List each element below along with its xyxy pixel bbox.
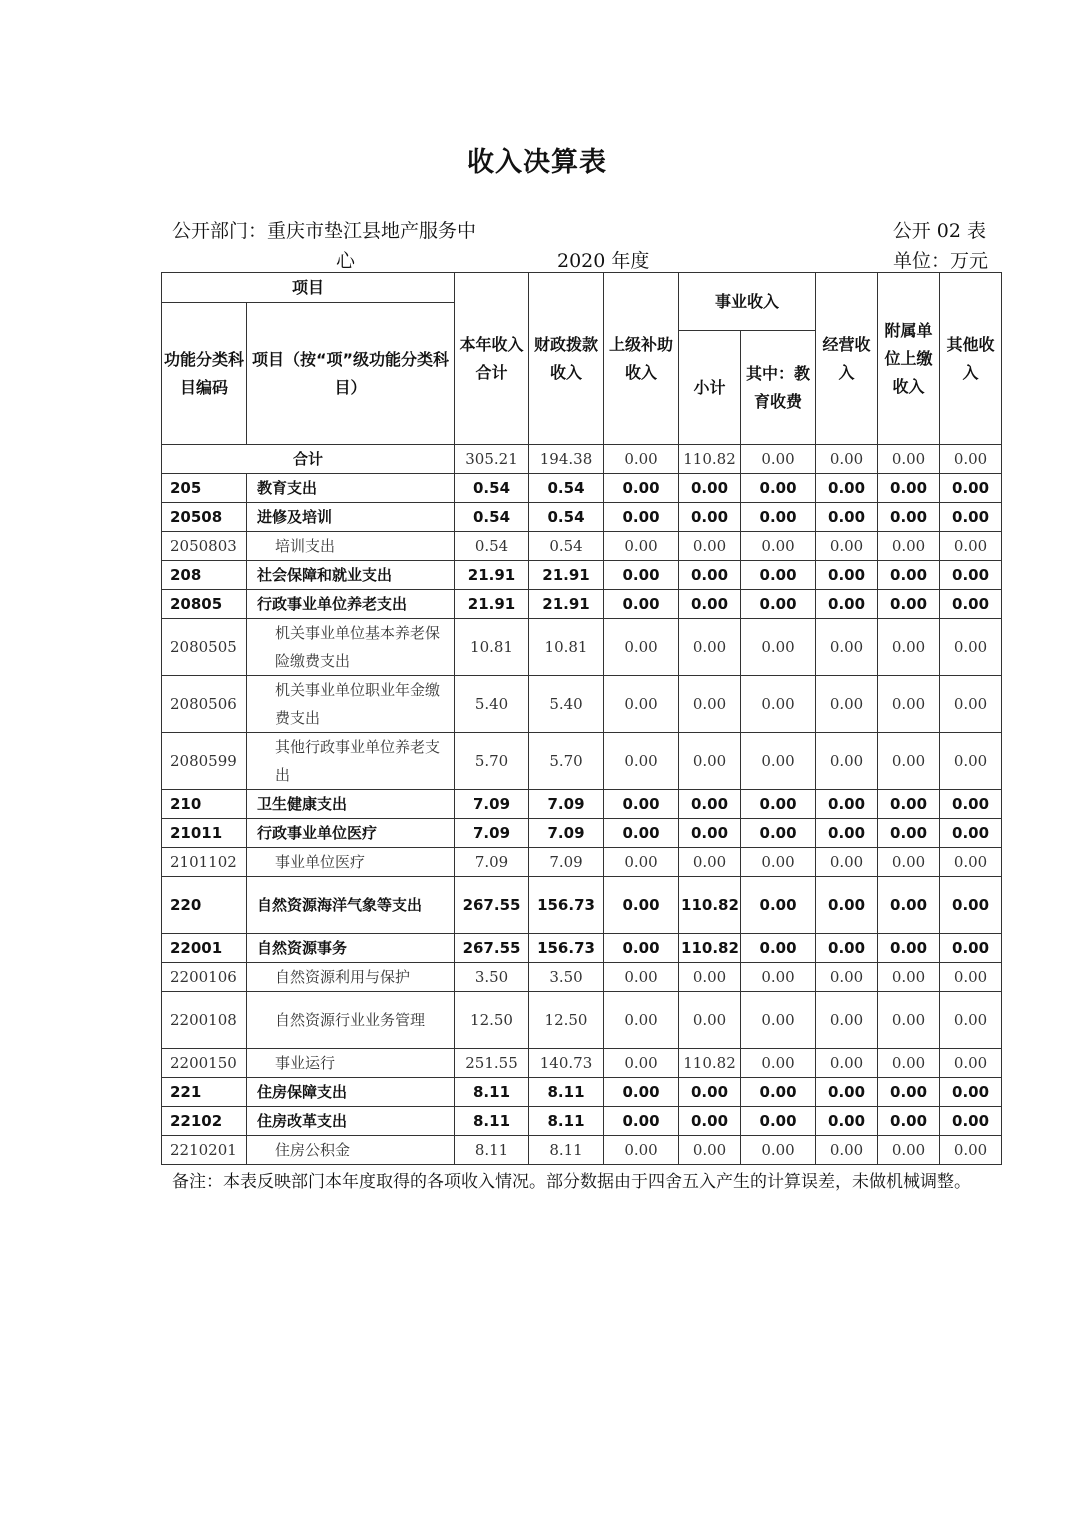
row-name: 事业单位医疗: [247, 848, 455, 877]
row-name: 行政事业单位医疗: [247, 819, 455, 848]
row-name: 住房保障支出: [247, 1078, 455, 1107]
row-value: 0.00: [940, 1049, 1002, 1078]
row-value: 5.70: [529, 733, 604, 790]
row-value: 0.00: [816, 848, 878, 877]
header-edu-fee: 其中：教育收费: [741, 331, 816, 445]
row-value: 10.81: [529, 619, 604, 676]
row-value: 7.09: [455, 848, 529, 877]
row-value: 0.00: [741, 848, 816, 877]
row-value: 0.00: [604, 1136, 679, 1165]
header-superior: 上级补助收入: [604, 273, 679, 445]
row-code: 2210201: [162, 1136, 247, 1165]
header-name: 项目（按“项”级功能分类科目）: [247, 303, 455, 445]
table-row: [162, 848, 1002, 877]
row-name: 社会保障和就业支出: [247, 561, 455, 590]
row-name: 培训支出: [247, 532, 455, 561]
row-name: 教育支出: [247, 474, 455, 503]
row-value: 0.00: [878, 963, 940, 992]
row-value: 0.00: [940, 474, 1002, 503]
row-value: 21.91: [455, 590, 529, 619]
total-value: 0.00: [741, 445, 816, 474]
row-value: 0.00: [679, 819, 741, 848]
row-value: 7.09: [529, 819, 604, 848]
row-value: 0.00: [604, 676, 679, 733]
row-value: 0.00: [940, 1136, 1002, 1165]
row-value: 0.00: [878, 561, 940, 590]
row-value: 0.00: [741, 819, 816, 848]
row-value: 0.00: [878, 503, 940, 532]
row-value: 0.54: [455, 474, 529, 503]
row-value: 5.40: [529, 676, 604, 733]
row-name: 进修及培训: [247, 503, 455, 532]
row-value: 0.00: [940, 532, 1002, 561]
row-name: 自然资源行业业务管理: [247, 992, 455, 1049]
row-value: 0.00: [679, 561, 741, 590]
row-value: 0.00: [679, 1078, 741, 1107]
row-name: 自然资源事务: [247, 934, 455, 963]
row-code: 2080505: [162, 619, 247, 676]
row-value: 0.00: [816, 733, 878, 790]
header-affiliated: 附属单位上缴收入: [878, 273, 940, 445]
table-row: [162, 877, 1002, 934]
row-value: 0.00: [878, 790, 940, 819]
row-value: 0.00: [816, 532, 878, 561]
row-value: 0.00: [940, 877, 1002, 934]
row-value: 0.00: [604, 503, 679, 532]
row-value: 0.00: [741, 733, 816, 790]
row-code: 2200150: [162, 1049, 247, 1078]
row-value: 0.00: [741, 877, 816, 934]
row-name: 自然资源海洋气象等支出: [247, 877, 455, 934]
row-code: 208: [162, 561, 247, 590]
row-value: 0.00: [679, 790, 741, 819]
income-table: [161, 272, 1002, 1165]
row-value: 0.00: [604, 619, 679, 676]
row-value: 267.55: [455, 934, 529, 963]
row-value: 0.54: [529, 474, 604, 503]
row-value: 0.00: [816, 1107, 878, 1136]
row-value: 0.00: [741, 503, 816, 532]
row-value: 0.00: [741, 934, 816, 963]
row-value: 0.00: [679, 992, 741, 1049]
table-row: [162, 934, 1002, 963]
row-value: 0.00: [878, 1078, 940, 1107]
row-value: 0.00: [604, 992, 679, 1049]
row-value: 0.00: [940, 934, 1002, 963]
header-total: 本年收入合计: [455, 273, 529, 445]
table-row: [162, 503, 1002, 532]
table-row: [162, 1078, 1002, 1107]
row-value: 0.00: [940, 1078, 1002, 1107]
row-name: 自然资源利用与保护: [247, 963, 455, 992]
row-code: 22102: [162, 1107, 247, 1136]
row-value: 8.11: [529, 1078, 604, 1107]
total-row: [162, 445, 1002, 474]
row-name: 住房公积金: [247, 1136, 455, 1165]
row-value: 0.00: [679, 532, 741, 561]
row-value: 0.00: [741, 561, 816, 590]
row-value: 0.00: [816, 590, 878, 619]
row-value: 0.00: [940, 848, 1002, 877]
row-code: 2080599: [162, 733, 247, 790]
table-row: [162, 532, 1002, 561]
row-value: 0.00: [816, 790, 878, 819]
row-value: 0.00: [604, 532, 679, 561]
row-code: 22001: [162, 934, 247, 963]
row-name: 机关事业单位基本养老保险缴费支出: [247, 619, 455, 676]
table-row: [162, 963, 1002, 992]
table-row: [162, 474, 1002, 503]
row-value: 156.73: [529, 934, 604, 963]
row-code: 21011: [162, 819, 247, 848]
row-value: 0.00: [878, 532, 940, 561]
table-row: [162, 1107, 1002, 1136]
row-value: 0.00: [878, 590, 940, 619]
row-value: 140.73: [529, 1049, 604, 1078]
row-value: 0.00: [878, 1136, 940, 1165]
row-value: 8.11: [455, 1136, 529, 1165]
row-value: 0.00: [878, 819, 940, 848]
table-row: [162, 1049, 1002, 1078]
row-code: 2080506: [162, 676, 247, 733]
header-other: 其他收入: [940, 273, 1002, 445]
row-code: 2200108: [162, 992, 247, 1049]
total-label: 合计: [162, 445, 455, 474]
row-value: 0.00: [940, 590, 1002, 619]
row-name: 行政事业单位养老支出: [247, 590, 455, 619]
row-name: 事业运行: [247, 1049, 455, 1078]
row-value: 0.00: [878, 619, 940, 676]
row-value: 0.00: [679, 1136, 741, 1165]
row-value: 0.00: [741, 590, 816, 619]
header-operating: 经营收入: [816, 273, 878, 445]
row-name: 住房改革支出: [247, 1107, 455, 1136]
row-code: 20805: [162, 590, 247, 619]
department-label: 公开部门：重庆市垫江县地产服务中: [172, 220, 477, 242]
row-value: 0.00: [816, 877, 878, 934]
row-name: 其他行政事业单位养老支出: [247, 733, 455, 790]
row-value: 0.00: [940, 619, 1002, 676]
row-value: 8.11: [529, 1107, 604, 1136]
row-value: 0.00: [878, 848, 940, 877]
total-value: 0.00: [940, 445, 1002, 474]
row-value: 0.54: [455, 532, 529, 561]
row-value: 0.00: [940, 503, 1002, 532]
row-value: 0.00: [816, 992, 878, 1049]
row-value: 0.00: [940, 790, 1002, 819]
row-value: 0.00: [816, 1136, 878, 1165]
row-value: 21.91: [529, 561, 604, 590]
row-value: 3.50: [455, 963, 529, 992]
row-value: 0.00: [816, 561, 878, 590]
row-value: 0.00: [604, 1049, 679, 1078]
row-value: 8.11: [529, 1136, 604, 1165]
row-value: 0.00: [940, 733, 1002, 790]
row-value: 0.54: [529, 503, 604, 532]
row-value: 0.00: [741, 1107, 816, 1136]
row-value: 5.40: [455, 676, 529, 733]
row-value: 7.09: [455, 819, 529, 848]
row-code: 2200106: [162, 963, 247, 992]
table-row: [162, 733, 1002, 790]
row-value: 0.00: [816, 619, 878, 676]
row-value: 0.00: [741, 790, 816, 819]
row-value: 0.00: [679, 619, 741, 676]
row-value: 7.09: [529, 790, 604, 819]
row-code: 20508: [162, 503, 247, 532]
page-title: 收入决算表: [467, 147, 607, 178]
row-value: 0.54: [455, 503, 529, 532]
row-code: 210: [162, 790, 247, 819]
table-row: [162, 619, 1002, 676]
row-value: 0.00: [940, 992, 1002, 1049]
table-row: [162, 992, 1002, 1049]
row-value: 0.00: [816, 819, 878, 848]
row-value: 3.50: [529, 963, 604, 992]
row-value: 0.00: [604, 733, 679, 790]
header-project-group: 项目: [162, 273, 455, 303]
row-name: 卫生健康支出: [247, 790, 455, 819]
row-value: 8.11: [455, 1078, 529, 1107]
row-value: 251.55: [455, 1049, 529, 1078]
row-value: 8.11: [455, 1107, 529, 1136]
total-value: 305.21: [455, 445, 529, 474]
row-value: 0.00: [816, 1078, 878, 1107]
form-number: 公开 02 表: [892, 220, 986, 242]
row-value: 0.00: [816, 934, 878, 963]
row-code: 205: [162, 474, 247, 503]
total-value: 194.38: [529, 445, 604, 474]
row-value: 0.00: [604, 474, 679, 503]
row-code: 221: [162, 1078, 247, 1107]
row-value: 267.55: [455, 877, 529, 934]
row-value: 0.00: [604, 561, 679, 590]
row-value: 0.00: [940, 676, 1002, 733]
row-value: 0.00: [878, 992, 940, 1049]
row-value: 0.54: [529, 532, 604, 561]
row-value: 0.00: [679, 848, 741, 877]
table-row: [162, 676, 1002, 733]
table-row: [162, 1136, 1002, 1165]
row-value: 0.00: [816, 676, 878, 733]
unit-label: 单位：万元: [892, 250, 988, 272]
row-value: 12.50: [529, 992, 604, 1049]
row-value: 10.81: [455, 619, 529, 676]
row-value: 7.09: [529, 848, 604, 877]
row-value: 7.09: [455, 790, 529, 819]
row-value: 0.00: [679, 474, 741, 503]
row-value: 0.00: [940, 819, 1002, 848]
row-value: 0.00: [940, 1107, 1002, 1136]
row-value: 0.00: [741, 963, 816, 992]
row-code: 220: [162, 877, 247, 934]
row-value: 0.00: [679, 590, 741, 619]
row-value: 12.50: [455, 992, 529, 1049]
row-value: 0.00: [604, 590, 679, 619]
row-code: 2101102: [162, 848, 247, 877]
row-value: 110.82: [679, 934, 741, 963]
row-value: 0.00: [604, 790, 679, 819]
row-value: 0.00: [679, 733, 741, 790]
row-value: 0.00: [741, 1049, 816, 1078]
row-value: 0.00: [679, 503, 741, 532]
row-name: 机关事业单位职业年金缴费支出: [247, 676, 455, 733]
row-value: 0.00: [878, 877, 940, 934]
row-value: 0.00: [604, 848, 679, 877]
row-value: 0.00: [878, 733, 940, 790]
table-row: [162, 819, 1002, 848]
row-value: 5.70: [455, 733, 529, 790]
total-value: 110.82: [679, 445, 741, 474]
row-value: 0.00: [878, 934, 940, 963]
row-value: 0.00: [604, 877, 679, 934]
row-value: 0.00: [741, 474, 816, 503]
header-code: 功能分类科目编码: [162, 303, 247, 445]
row-value: 0.00: [741, 1136, 816, 1165]
total-value: 0.00: [816, 445, 878, 474]
row-value: 0.00: [604, 934, 679, 963]
row-value: 0.00: [878, 1049, 940, 1078]
row-value: 0.00: [741, 1078, 816, 1107]
total-value: 0.00: [604, 445, 679, 474]
header-fiscal: 财政拨款收入: [529, 273, 604, 445]
row-value: 0.00: [741, 992, 816, 1049]
footnote: 备注：本表反映部门本年度取得的各项收入情况。部分数据由于四舍五入产生的计算误差，未做机械调整。: [172, 1172, 971, 1192]
row-value: 0.00: [816, 1049, 878, 1078]
total-value: 0.00: [878, 445, 940, 474]
row-value: 110.82: [679, 877, 741, 934]
table-row: [162, 790, 1002, 819]
row-value: 0.00: [940, 561, 1002, 590]
department-label-continued: 心: [336, 250, 356, 272]
header-subtotal: 小计: [679, 331, 741, 445]
row-value: 0.00: [679, 1107, 741, 1136]
fiscal-year: 2020 年度: [557, 250, 650, 272]
row-value: 21.91: [529, 590, 604, 619]
row-value: 0.00: [741, 532, 816, 561]
table-row: [162, 561, 1002, 590]
row-value: 0.00: [604, 1078, 679, 1107]
row-value: 0.00: [604, 963, 679, 992]
row-value: 21.91: [455, 561, 529, 590]
row-value: 0.00: [878, 474, 940, 503]
row-value: 0.00: [816, 963, 878, 992]
row-value: 0.00: [816, 503, 878, 532]
row-value: 0.00: [878, 1107, 940, 1136]
row-value: 0.00: [940, 963, 1002, 992]
row-value: 0.00: [741, 676, 816, 733]
header-business-group: 事业收入: [679, 273, 816, 331]
row-value: 0.00: [878, 676, 940, 733]
table-row: [162, 590, 1002, 619]
row-value: 0.00: [741, 619, 816, 676]
row-value: 0.00: [604, 1107, 679, 1136]
row-value: 110.82: [679, 1049, 741, 1078]
row-value: 156.73: [529, 877, 604, 934]
row-value: 0.00: [679, 963, 741, 992]
row-value: 0.00: [816, 474, 878, 503]
row-code: 2050803: [162, 532, 247, 561]
row-value: 0.00: [679, 676, 741, 733]
row-value: 0.00: [604, 819, 679, 848]
